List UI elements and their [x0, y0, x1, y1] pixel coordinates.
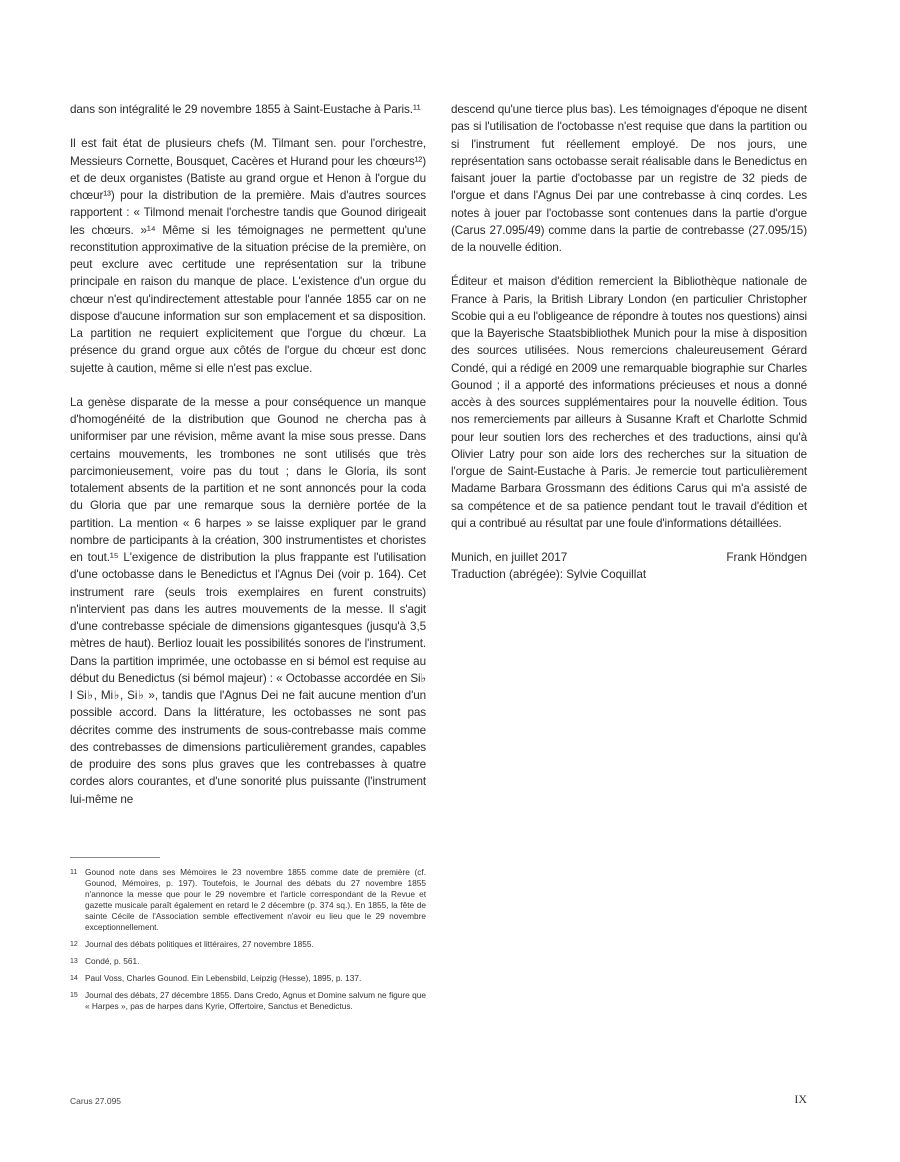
footnote-text: Condé, p. 561.	[85, 956, 140, 966]
footnote-text: Gounod note dans ses Mémoires le 23 novembre 1855 comme date de première (cf. Gounod, Mémoires, p. 197). Toutefois, le Journal des débats du 27 novembre 1855 n'annonce la messe que pour le 29 novembre et l'article correspondant de la Revue et gazette musicale paraît également en retard le 2 décembre (p. 374 sq.). En 1855, la fête de sainte Cécile de l'Association semble effectivement n'avoir eu lieu que le 29 novembre exceptionnellement.	[85, 867, 426, 932]
footnote	[70, 956, 426, 967]
footnote-number: 14	[70, 975, 78, 982]
footnote-number: 15	[70, 992, 78, 999]
paragraph: descend qu'une tierce plus bas). Les témoignages d'époque ne disent pas si l'utilisation de l'octobasse n'est requise que dans la partition ou si l'instrument fut réellement employé. De nos jours, une représentation sans octobasse serait réalisable dans le Benedictus en faisant jouer la partie d'octobasse par un registre de 32 pieds de l'orgue et dans l'Agnus Dei par une contrebasse à cinq cordes. Les notes à jouer par l'octobasse sont contenues dans la partie d'orgue (Carus 27.095/49) comme dans la partie de contrebasse (27.095/15) de la nouvelle édition.	[451, 103, 807, 254]
signature-author: Frank Höndgen	[726, 551, 807, 564]
right-column	[451, 101, 807, 584]
footnote-text: Journal des débats politiques et littéraires, 27 novembre 1855.	[85, 939, 314, 949]
signature-place-date: Munich, en juillet 2017	[451, 551, 568, 564]
paragraph: dans son intégralité le 29 novembre 1855 à Saint-Eustache à Paris.¹¹	[70, 103, 421, 116]
signature-row	[451, 549, 807, 566]
footnote	[70, 867, 426, 933]
footer-catalog-number: Carus 27.095	[70, 1096, 122, 1106]
footnote-number: 12	[70, 941, 78, 948]
footnote	[70, 939, 426, 950]
footnote	[70, 990, 426, 1012]
footnote-text: Journal des débats, 27 décembre 1855. Dans Credo, Agnus et Domine salvum ne figure que « Harpes », pas de harpes dans Kyrie, Offertoire, Sanctus et Benedictus.	[85, 990, 426, 1011]
page-number: IX	[794, 1092, 807, 1106]
footnote-number: 11	[70, 869, 78, 876]
paragraph: Éditeur et maison d'édition remercient la Bibliothèque nationale de France à Paris, la British Library London (en particulier Christopher Scobie qui a eu l'obligeance de répondre à toutes nos questions) ainsi que la Bayerische Staatsbibliothek Munich pour la mise à disposition des sources utilisées. Nous remercions chaleureusement Gérard Condé, qui a rédigé en 2009 une remarquable biographie sur Charles Gounod ; il a apporté des informations précieuses et nous a donné accès à des sources supplémentaires pour la nouvelle édition. Tous nos remerciements par ailleurs à Susanne Kraft et Charlotte Schmid pour leur soutien lors des recherches et des traductions, ainsi qu'à Olivier Latry pour son aide lors des recherches sur la situation de l'orgue de Saint-Eustache à Paris. Je remercie tout particulièrement Madame Barbara Grossmann des éditions Carus qui m'a assisté de sa compétence et de sa patience pendant tout le travail d'édition et qui a contribué au résultat par une foule d'informations détaillées.	[451, 275, 807, 530]
footnote	[70, 973, 426, 984]
left-column	[70, 101, 426, 825]
translation-credit: Traduction (abrégée): Sylvie Coquillat	[451, 568, 647, 582]
footnote-text: Paul Voss, Charles Gounod. Ein Lebensbild, Leipzig (Hesse), 1895, p. 137.	[85, 973, 362, 983]
footnotes	[70, 857, 426, 1018]
footnote-number: 13	[70, 958, 78, 965]
paragraph: Il est fait état de plusieurs chefs (M. Tilmant sen. pour l'orchestre, Messieurs Cornette, Bousquet, Cacères et Hurand pour les chœurs¹²) et de deux organistes (Batiste au grand orgue et Henon à l'orgue du chœur¹³) pour la distribution de la première. Mais d'autres sources rapportent : « Tilmond menait l'orchestre tandis que Gounod dirigeait les chœurs. »¹⁴ Même si les témoignages ne permettent qu'une reconstitution approximative de la situation précise de la première, on peut exclure avec certitude une représentation sur la tribune principale en raison du manque de place. L'existence d'un orgue du chœur n'est qu'indirectement attestable pour l'année 1855 car on ne dispose d'aucune information sur son emplacement et sa disposition. La partition ne requiert explicitement que l'orgue du chœur. La présence du grand orgue aux côtés de l'orgue du chœur est donc sujette à caution, même si elle n'est pas exclue.	[70, 137, 426, 375]
paragraph: La genèse disparate de la messe a pour conséquence un manque d'homogénéité de la distribution que Gounod ne chercha pas à uniformiser par une révision, même avant la mise sous presse. Dans certains mouvements, les trombones ne sont utilisés que très parcimonieusement, voire pas du tout ; dans le Gloria, ils sont totalement absents de la partition et ne sont annoncés pour la coda du Gloria que par une remarque sous la dernière portée de la partition. La mention « 6 harpes » se laisse expliquer par le grand nombre de participants à la création, 300 instrumentistes et choristes en tout.¹⁵ L'exigence de distribution la plus frappante est l'utilisation d'une octobasse dans le Benedictus et l'Agnus Dei (voir p. 164). Cet instrument rare (seuls trois exemplaires en furent construits) n'intervient pas dans les autres mouvements de la messe. Il s'agit d'une contrebasse spéciale de dimensions gigantesques (jusqu'à 3,5 mètres de haut). Berlioz louait les possibilités sonores de l'instrument. Dans la partition imprimée, une octobasse en si bémol est requise au début du Benedictus (si bémol majeur) : « Octobasse accordée en Si♭ l Si♭, Mi♭, Si♭ », tandis que l'Agnus Dei ne fait aucune mention d'un possible accord. Dans la littérature, les octobasses ne sont pas décrites comme des instruments de sous-contrebasse mais comme des contrebasses de dimensions particulièrement grandes, capables de produire des sons plus graves que les contrebasses à quatre cordes alors courantes, et d'une sonorité plus puissante (l'instrument lui-même ne	[70, 395, 426, 806]
footnote-divider	[70, 857, 160, 858]
